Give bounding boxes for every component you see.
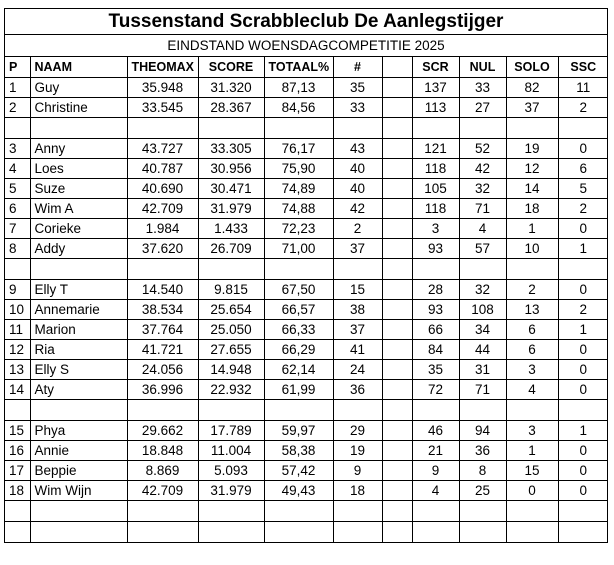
cell-scr: 28 (412, 279, 459, 299)
cell-name: Elly S (30, 359, 127, 379)
cell-ssc (558, 521, 608, 542)
cell-solo: 6 (506, 319, 558, 339)
cell-nul: 42 (459, 158, 506, 178)
table-row (5, 178, 608, 198)
cell-totaal (264, 117, 333, 138)
header-p: P (5, 57, 30, 77)
cell-nul (459, 258, 506, 279)
cell-scr: 3 (412, 218, 459, 238)
cell-scr: 105 (412, 178, 459, 198)
cell-name (30, 258, 127, 279)
cell-totaal: 57,42 (264, 460, 333, 480)
cell-ssc: 0 (558, 440, 608, 460)
cell-solo (506, 117, 558, 138)
cell-position: 10 (5, 299, 30, 319)
table-row (5, 460, 608, 480)
cell-totaal: 71,00 (264, 238, 333, 258)
cell-spacer (382, 158, 412, 178)
cell-totaal: 66,29 (264, 339, 333, 359)
cell-ssc: 11 (558, 77, 608, 97)
cell-position (5, 500, 30, 521)
cell-aantal (333, 521, 382, 542)
cell-nul: 57 (459, 238, 506, 258)
cell-position (5, 521, 30, 542)
cell-position: 17 (5, 460, 30, 480)
cell-scr: 137 (412, 77, 459, 97)
cell-name: Ria (30, 339, 127, 359)
cell-theomax: 37.764 (127, 319, 198, 339)
cell-name: Beppie (30, 460, 127, 480)
cell-nul: 31 (459, 359, 506, 379)
cell-name: Elly T (30, 279, 127, 299)
cell-nul (459, 399, 506, 420)
table-row (5, 198, 608, 218)
cell-scr: 93 (412, 238, 459, 258)
cell-ssc: 5 (558, 178, 608, 198)
cell-ssc: 6 (558, 158, 608, 178)
blank-row (5, 399, 608, 420)
cell-solo: 10 (506, 238, 558, 258)
cell-theomax: 33.545 (127, 97, 198, 117)
cell-ssc: 2 (558, 198, 608, 218)
cell-theomax: 14.540 (127, 279, 198, 299)
cell-totaal (264, 500, 333, 521)
cell-ssc: 0 (558, 138, 608, 158)
cell-totaal (264, 258, 333, 279)
cell-name (30, 521, 127, 542)
cell-theomax (127, 399, 198, 420)
cell-totaal: 66,57 (264, 299, 333, 319)
cell-name: Wim A (30, 198, 127, 218)
cell-position (5, 258, 30, 279)
cell-solo: 18 (506, 198, 558, 218)
cell-scr (412, 500, 459, 521)
table-row (5, 420, 608, 440)
table-row (5, 238, 608, 258)
cell-theomax: 37.620 (127, 238, 198, 258)
cell-solo: 1 (506, 440, 558, 460)
cell-scr (412, 117, 459, 138)
cell-spacer (382, 460, 412, 480)
cell-spacer (382, 299, 412, 319)
cell-nul (459, 521, 506, 542)
cell-name (30, 399, 127, 420)
cell-totaal: 61,99 (264, 379, 333, 399)
cell-aantal: 24 (333, 359, 382, 379)
cell-position: 14 (5, 379, 30, 399)
cell-aantal: 41 (333, 339, 382, 359)
cell-score (198, 500, 264, 521)
cell-theomax: 41.721 (127, 339, 198, 359)
header-naam: NAAM (30, 57, 127, 77)
cell-scr (412, 258, 459, 279)
cell-name: Annemarie (30, 299, 127, 319)
cell-spacer (382, 77, 412, 97)
cell-position: 18 (5, 480, 30, 500)
cell-nul: 71 (459, 198, 506, 218)
cell-position: 1 (5, 77, 30, 97)
header-ssc: SSC (558, 57, 608, 77)
cell-spacer (382, 138, 412, 158)
cell-score: 31.979 (198, 198, 264, 218)
cell-totaal: 75,90 (264, 158, 333, 178)
table-row (5, 440, 608, 460)
cell-name: Addy (30, 238, 127, 258)
cell-nul: 36 (459, 440, 506, 460)
cell-totaal: 84,56 (264, 97, 333, 117)
table-row (5, 138, 608, 158)
cell-solo: 12 (506, 158, 558, 178)
table-row (5, 379, 608, 399)
table-row (5, 480, 608, 500)
cell-position (5, 399, 30, 420)
cell-position: 9 (5, 279, 30, 299)
cell-spacer (382, 339, 412, 359)
cell-position: 2 (5, 97, 30, 117)
cell-theomax: 24.056 (127, 359, 198, 379)
cell-name: Suze (30, 178, 127, 198)
cell-name: Guy (30, 77, 127, 97)
cell-ssc: 1 (558, 238, 608, 258)
cell-totaal: 87,13 (264, 77, 333, 97)
cell-score: 11.004 (198, 440, 264, 460)
cell-position: 5 (5, 178, 30, 198)
cell-totaal: 66,33 (264, 319, 333, 339)
cell-spacer (382, 420, 412, 440)
cell-score: 1.433 (198, 218, 264, 238)
cell-ssc: 0 (558, 339, 608, 359)
header-spacer (382, 57, 412, 77)
cell-position: 3 (5, 138, 30, 158)
cell-nul: 4 (459, 218, 506, 238)
page-title: Tussenstand Scrabbleclub De Aanlegstijger (5, 9, 607, 35)
cell-ssc: 0 (558, 359, 608, 379)
cell-nul: 94 (459, 420, 506, 440)
cell-totaal: 62,14 (264, 359, 333, 379)
cell-spacer (382, 279, 412, 299)
cell-aantal: 15 (333, 279, 382, 299)
cell-score: 31.979 (198, 480, 264, 500)
cell-score: 9.815 (198, 279, 264, 299)
cell-aantal: 29 (333, 420, 382, 440)
cell-position: 7 (5, 218, 30, 238)
cell-spacer (382, 117, 412, 138)
page-subtitle: EINDSTAND WOENSDAGCOMPETITIE 2025 (5, 35, 607, 57)
cell-aantal: 37 (333, 319, 382, 339)
table-header-row (5, 57, 608, 77)
cell-nul: 27 (459, 97, 506, 117)
cell-totaal: 59,97 (264, 420, 333, 440)
cell-aantal: 2 (333, 218, 382, 238)
cell-aantal (333, 258, 382, 279)
table-row (5, 97, 608, 117)
cell-theomax: 42.709 (127, 480, 198, 500)
cell-nul: 44 (459, 339, 506, 359)
cell-ssc: 0 (558, 480, 608, 500)
cell-name: Aty (30, 379, 127, 399)
table-row (5, 218, 608, 238)
cell-name: Loes (30, 158, 127, 178)
blank-row (5, 117, 608, 138)
cell-aantal: 40 (333, 158, 382, 178)
cell-position: 15 (5, 420, 30, 440)
cell-ssc: 0 (558, 279, 608, 299)
cell-ssc: 2 (558, 97, 608, 117)
cell-scr: 118 (412, 198, 459, 218)
cell-aantal: 35 (333, 77, 382, 97)
cell-theomax (127, 521, 198, 542)
cell-scr: 35 (412, 359, 459, 379)
cell-position: 11 (5, 319, 30, 339)
cell-theomax: 18.848 (127, 440, 198, 460)
cell-score: 5.093 (198, 460, 264, 480)
cell-name: Wim Wijn (30, 480, 127, 500)
cell-aantal (333, 399, 382, 420)
cell-solo: 19 (506, 138, 558, 158)
cell-totaal: 58,38 (264, 440, 333, 460)
cell-theomax (127, 117, 198, 138)
cell-solo: 15 (506, 460, 558, 480)
cell-name: Anny (30, 138, 127, 158)
standings-table (5, 57, 608, 542)
cell-score: 22.932 (198, 379, 264, 399)
cell-theomax: 38.534 (127, 299, 198, 319)
cell-theomax (127, 500, 198, 521)
cell-ssc (558, 500, 608, 521)
header-theomax: THEOMAX (127, 57, 198, 77)
cell-name (30, 117, 127, 138)
blank-row (5, 500, 608, 521)
cell-score (198, 258, 264, 279)
table-row (5, 339, 608, 359)
cell-nul: 32 (459, 279, 506, 299)
cell-position: 13 (5, 359, 30, 379)
cell-name: Christine (30, 97, 127, 117)
cell-scr: 118 (412, 158, 459, 178)
cell-spacer (382, 319, 412, 339)
cell-totaal: 67,50 (264, 279, 333, 299)
cell-ssc (558, 399, 608, 420)
cell-scr: 66 (412, 319, 459, 339)
cell-score: 17.789 (198, 420, 264, 440)
cell-aantal: 19 (333, 440, 382, 460)
cell-scr: 72 (412, 379, 459, 399)
header-aantal: # (333, 57, 382, 77)
cell-scr: 121 (412, 138, 459, 158)
cell-totaal: 49,43 (264, 480, 333, 500)
cell-theomax: 43.727 (127, 138, 198, 158)
cell-spacer (382, 258, 412, 279)
cell-score: 30.471 (198, 178, 264, 198)
table-row (5, 299, 608, 319)
cell-solo: 82 (506, 77, 558, 97)
cell-scr: 4 (412, 480, 459, 500)
cell-solo: 13 (506, 299, 558, 319)
cell-nul: 71 (459, 379, 506, 399)
cell-spacer (382, 440, 412, 460)
cell-score: 30.956 (198, 158, 264, 178)
cell-theomax: 40.690 (127, 178, 198, 198)
cell-ssc: 0 (558, 218, 608, 238)
cell-totaal (264, 521, 333, 542)
table-row (5, 319, 608, 339)
cell-score: 25.050 (198, 319, 264, 339)
cell-score (198, 117, 264, 138)
table-row (5, 279, 608, 299)
cell-nul: 34 (459, 319, 506, 339)
cell-theomax: 40.787 (127, 158, 198, 178)
cell-spacer (382, 500, 412, 521)
cell-position: 6 (5, 198, 30, 218)
standings-sheet (4, 8, 608, 543)
header-solo: SOLO (506, 57, 558, 77)
cell-position: 4 (5, 158, 30, 178)
cell-theomax (127, 258, 198, 279)
cell-score: 25.654 (198, 299, 264, 319)
cell-aantal: 38 (333, 299, 382, 319)
cell-scr: 84 (412, 339, 459, 359)
cell-scr: 93 (412, 299, 459, 319)
cell-ssc: 1 (558, 420, 608, 440)
cell-nul: 8 (459, 460, 506, 480)
cell-solo: 37 (506, 97, 558, 117)
cell-scr (412, 399, 459, 420)
cell-score: 26.709 (198, 238, 264, 258)
cell-spacer (382, 399, 412, 420)
cell-spacer (382, 198, 412, 218)
cell-name (30, 500, 127, 521)
cell-ssc (558, 258, 608, 279)
cell-solo: 3 (506, 359, 558, 379)
cell-scr (412, 521, 459, 542)
header-scr: SCR (412, 57, 459, 77)
cell-totaal: 74,88 (264, 198, 333, 218)
cell-nul: 52 (459, 138, 506, 158)
table-row (5, 359, 608, 379)
cell-position (5, 117, 30, 138)
cell-theomax: 1.984 (127, 218, 198, 238)
cell-score: 27.655 (198, 339, 264, 359)
cell-solo: 1 (506, 218, 558, 238)
header-totaal: TOTAAL% (264, 57, 333, 77)
cell-score: 14.948 (198, 359, 264, 379)
cell-aantal: 18 (333, 480, 382, 500)
cell-position: 8 (5, 238, 30, 258)
cell-scr: 21 (412, 440, 459, 460)
cell-solo (506, 258, 558, 279)
cell-position: 12 (5, 339, 30, 359)
cell-nul: 108 (459, 299, 506, 319)
cell-ssc: 2 (558, 299, 608, 319)
cell-solo: 2 (506, 279, 558, 299)
cell-spacer (382, 480, 412, 500)
cell-name: Marion (30, 319, 127, 339)
cell-aantal: 9 (333, 460, 382, 480)
cell-scr: 113 (412, 97, 459, 117)
cell-totaal: 72,23 (264, 218, 333, 238)
cell-totaal (264, 399, 333, 420)
cell-solo: 6 (506, 339, 558, 359)
cell-spacer (382, 238, 412, 258)
header-score: SCORE (198, 57, 264, 77)
cell-spacer (382, 178, 412, 198)
cell-spacer (382, 379, 412, 399)
cell-aantal: 37 (333, 238, 382, 258)
cell-ssc: 0 (558, 460, 608, 480)
cell-score (198, 521, 264, 542)
cell-nul: 33 (459, 77, 506, 97)
cell-name: Corieke (30, 218, 127, 238)
cell-solo (506, 521, 558, 542)
cell-nul: 32 (459, 178, 506, 198)
cell-solo: 3 (506, 420, 558, 440)
cell-nul: 25 (459, 480, 506, 500)
cell-solo: 14 (506, 178, 558, 198)
cell-aantal: 40 (333, 178, 382, 198)
blank-row (5, 521, 608, 542)
cell-theomax: 35.948 (127, 77, 198, 97)
cell-aantal (333, 117, 382, 138)
cell-nul (459, 117, 506, 138)
cell-scr: 46 (412, 420, 459, 440)
cell-theomax: 29.662 (127, 420, 198, 440)
cell-solo (506, 500, 558, 521)
cell-aantal: 42 (333, 198, 382, 218)
cell-score: 28.367 (198, 97, 264, 117)
cell-nul (459, 500, 506, 521)
header-nul: NUL (459, 57, 506, 77)
cell-position: 16 (5, 440, 30, 460)
cell-aantal: 36 (333, 379, 382, 399)
cell-ssc: 0 (558, 379, 608, 399)
cell-name: Annie (30, 440, 127, 460)
cell-totaal: 76,17 (264, 138, 333, 158)
table-row (5, 158, 608, 178)
cell-name: Phya (30, 420, 127, 440)
cell-spacer (382, 521, 412, 542)
cell-spacer (382, 359, 412, 379)
cell-theomax: 8.869 (127, 460, 198, 480)
cell-solo (506, 399, 558, 420)
cell-ssc (558, 117, 608, 138)
cell-theomax: 36.996 (127, 379, 198, 399)
cell-ssc: 1 (558, 319, 608, 339)
cell-spacer (382, 97, 412, 117)
blank-row (5, 258, 608, 279)
cell-scr: 9 (412, 460, 459, 480)
cell-theomax: 42.709 (127, 198, 198, 218)
cell-spacer (382, 218, 412, 238)
cell-solo: 4 (506, 379, 558, 399)
cell-score: 33.305 (198, 138, 264, 158)
cell-score: 31.320 (198, 77, 264, 97)
cell-aantal: 33 (333, 97, 382, 117)
cell-score (198, 399, 264, 420)
cell-aantal (333, 500, 382, 521)
table-row (5, 77, 608, 97)
cell-aantal: 43 (333, 138, 382, 158)
cell-solo: 0 (506, 480, 558, 500)
cell-totaal: 74,89 (264, 178, 333, 198)
